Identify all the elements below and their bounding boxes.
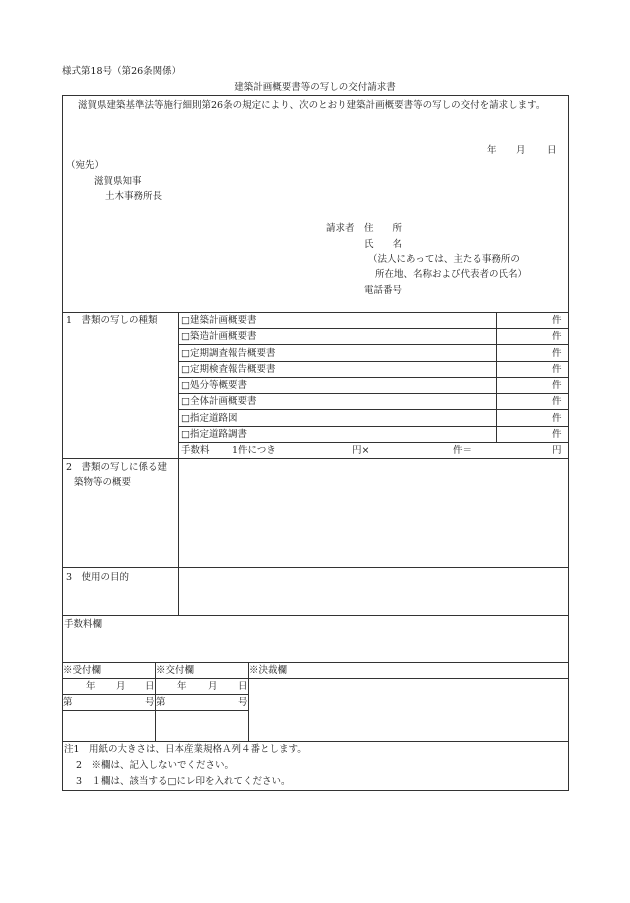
addressee-label: （宛先） — [66, 160, 105, 171]
name-label: 氏 名 — [364, 239, 403, 250]
doc-type-unit: 件 — [552, 364, 562, 375]
doc-type-unit: 件 — [552, 396, 562, 407]
date-day: 日 — [547, 145, 557, 156]
date-month: 月 — [516, 145, 526, 156]
note-1: 注1 用紙の大きさは、日本産業規格Ａ列４番とします。 — [64, 744, 307, 755]
office-use-table — [62, 662, 569, 742]
note-2: 2 ※欄は、記入しないでください。 — [76, 760, 235, 771]
building-overview-field[interactable] — [180, 460, 567, 566]
delivery-year: 年 — [177, 681, 187, 692]
corp-note-line2: 所在地、名称および代表者の氏名） — [375, 269, 528, 280]
addressee-office-head: 土木事務所長 — [105, 191, 163, 202]
date-year: 年 — [487, 145, 497, 156]
doc-type-checkbox[interactable]: □築造計画概要書 — [181, 331, 257, 342]
doc-type-unit: 件 — [552, 413, 562, 424]
delivery-no-prefix: 第 — [156, 697, 166, 708]
request-intro: 滋賀県建築基準法等施行細則第26条の規定により、次のとおり建築計画概要書等の写しの交付を請求します。 — [78, 100, 546, 111]
document-title: 建築計画概要書等の写しの交付請求書 — [234, 82, 396, 93]
decision-label: ※決裁欄 — [249, 665, 288, 676]
requester-label: 請求者 — [326, 223, 355, 234]
reception-day: 日 — [145, 681, 155, 692]
doc-type-unit: 件 — [552, 331, 562, 342]
section2-label-line1: 2 書類の写しに係る建 — [66, 462, 168, 473]
delivery-month: 月 — [208, 681, 218, 692]
doc-type-checkbox[interactable]: □指定道路図 — [181, 413, 238, 424]
doc-type-checkbox[interactable]: □処分等概要書 — [181, 380, 247, 391]
doc-type-unit: 件 — [552, 429, 562, 440]
purpose-field[interactable] — [180, 569, 567, 614]
doc-type-checkbox[interactable]: □全体計画概要書 — [181, 396, 257, 407]
fee-count-equals: 件＝ — [453, 445, 473, 456]
section1-table — [62, 312, 569, 459]
doc-type-checkbox[interactable]: □定期検査報告概要書 — [181, 364, 276, 375]
delivery-no-suffix: 号 — [238, 697, 248, 708]
corp-note-line1: （法人にあっては、主たる事務所の — [368, 254, 520, 265]
form-number: 様式第18号（第26条関係） — [62, 66, 182, 77]
doc-type-checkbox[interactable]: □建築計画概要書 — [181, 315, 257, 326]
section1-label: 1 書類の写しの種類 — [66, 315, 158, 326]
fee-field-box — [62, 615, 569, 663]
doc-type-unit: 件 — [552, 315, 562, 326]
reception-no-suffix: 号 — [145, 697, 155, 708]
fee-label: 手数料 — [181, 445, 210, 456]
addressee-governor: 滋賀県知事 — [94, 176, 142, 187]
address-label: 住 所 — [364, 223, 403, 234]
section3-label: 3 使用の目的 — [66, 572, 130, 583]
note-3: 3 １欄は、該当する□にレ印を入れてください。 — [76, 776, 291, 787]
phone-label: 電話番号 — [364, 285, 403, 296]
doc-type-unit: 件 — [552, 348, 562, 359]
reception-label: ※受付欄 — [63, 665, 102, 676]
reception-month: 月 — [116, 681, 126, 692]
section2-label-line2: 築物等の概要 — [74, 477, 132, 488]
delivery-day: 日 — [238, 681, 248, 692]
doc-type-checkbox[interactable]: □指定道路調書 — [181, 429, 247, 440]
fee-total-yen: 円 — [552, 445, 562, 456]
reception-no-prefix: 第 — [63, 697, 73, 708]
doc-type-unit: 件 — [552, 380, 562, 391]
fee-field-label: 手数料欄 — [64, 619, 103, 630]
delivery-label: ※交付欄 — [156, 665, 195, 676]
fee-yen-times: 円× — [352, 445, 370, 456]
fee-per-item: 1件につき — [232, 445, 276, 456]
reception-year: 年 — [86, 681, 96, 692]
doc-type-checkbox[interactable]: □定期調査報告概要書 — [181, 348, 276, 359]
